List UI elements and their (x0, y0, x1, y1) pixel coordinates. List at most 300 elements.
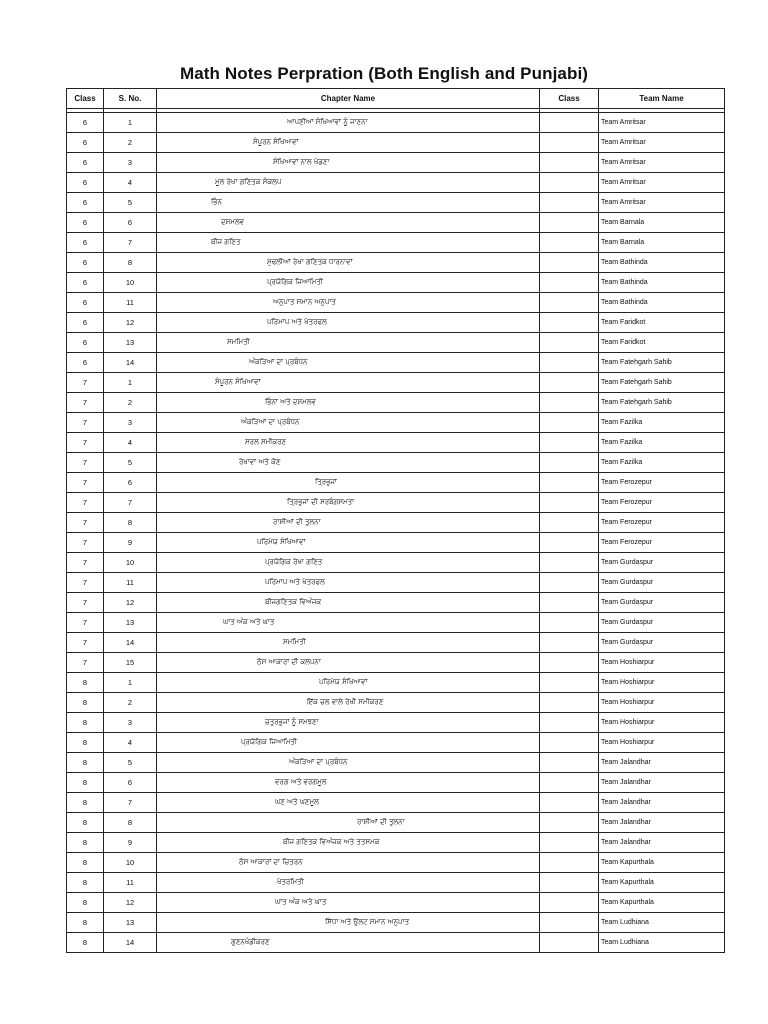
chapter-name-text: ਬੀਜਗਣਿਤਕ ਵਿਅੰਜਕ (265, 598, 322, 606)
chapter-name-text: ਇੱਕ ਚਲ ਵਾਲੇ ਰੇਖੀ ਸਮੀਕਰਣ (307, 698, 384, 706)
sno-cell: 7 (104, 233, 157, 253)
sno-cell: 6 (104, 473, 157, 493)
class-cell: 7 (67, 573, 104, 593)
class-2-cell (540, 893, 599, 913)
class-2-cell (540, 273, 599, 293)
class-cell: 8 (67, 693, 104, 713)
sno-cell: 3 (104, 153, 157, 173)
table-row (67, 173, 725, 193)
team-name-cell: Team Gurdaspur (599, 573, 725, 593)
class-2-cell (540, 433, 599, 453)
chapter-name-cell (157, 793, 540, 813)
team-name-cell: Team Faridkot (599, 333, 725, 353)
class-cell: 7 (67, 453, 104, 473)
team-name-cell: Team Jalandhar (599, 753, 725, 773)
team-name-cell: Team Jalandhar (599, 833, 725, 853)
class-2-cell (540, 513, 599, 533)
chapter-name-cell (157, 373, 540, 393)
chapter-name-cell (157, 353, 540, 373)
team-name-cell: Team Hoshiarpur (599, 653, 725, 673)
sno-cell: 9 (104, 833, 157, 853)
class-cell: 6 (67, 153, 104, 173)
chapter-name-cell (157, 113, 540, 133)
chapters-table (66, 88, 725, 953)
team-name-cell: Team Amritsar (599, 173, 725, 193)
class-2-cell (540, 173, 599, 193)
class-cell: 6 (67, 213, 104, 233)
chapter-name-text: ਘਾਤ ਅੰਕ ਅਤੇ ਘਾਤ (275, 898, 327, 906)
chapter-name-text: ਦਸ਼ਮਲਵ (221, 218, 245, 226)
table-row (67, 113, 725, 133)
team-name-cell: Team Ludhiana (599, 913, 725, 933)
class-2-cell (540, 573, 599, 593)
table-row (67, 233, 725, 253)
sno-cell: 15 (104, 653, 157, 673)
sno-cell: 8 (104, 813, 157, 833)
sno-cell: 10 (104, 553, 157, 573)
chapter-name-text: ਮੁੱਢਲੀਆਂ ਰੇਖਾ ਗਣਿਤਕ ਧਾਰਨਾਵਾਂ (267, 258, 353, 266)
header-chapter-name: Chapter Name (157, 89, 540, 109)
table-row (67, 313, 725, 333)
class-2-cell (540, 633, 599, 653)
class-cell: 6 (67, 273, 104, 293)
chapter-name-text: ਪ੍ਰਯੋਗਿਕ ਜਿਆਮਿਤੀ (267, 278, 324, 286)
table-row (67, 713, 725, 733)
class-cell: 6 (67, 253, 104, 273)
table-row (67, 873, 725, 893)
team-name-cell: Team Faridkot (599, 313, 725, 333)
chapter-name-text: ਸੰਪੂਰਨ ਸੰਖਿਆਵਾਂ (253, 138, 299, 146)
class-cell: 8 (67, 933, 104, 953)
class-cell: 8 (67, 873, 104, 893)
chapter-name-text: ਪਰਿਮਾਪ ਅਤੇ ਖੇਤਰਫਲ (265, 578, 325, 586)
class-cell: 8 (67, 733, 104, 753)
chapter-name-text: ਅੰਕੜਿਆਂ ਦਾ ਪ੍ਰਬੰਧਨ (241, 418, 300, 426)
sno-cell: 9 (104, 533, 157, 553)
class-2-cell (540, 813, 599, 833)
table-row (67, 553, 725, 573)
chapter-name-cell (157, 633, 540, 653)
chapter-name-text: ਭਿੰਨਾਂ ਅਤੇ ਦਸ਼ਮਲਵ (265, 398, 316, 406)
table-row (67, 613, 725, 633)
chapter-name-text: ਤ੍ਰਿਭੁਜਾਂ (315, 478, 337, 486)
class-cell: 7 (67, 393, 104, 413)
team-name-cell: Team Jalandhar (599, 773, 725, 793)
class-cell: 6 (67, 353, 104, 373)
chapter-name-text: ਸੰਖਿਆਵਾਂ ਨਾਲ ਖੇਡਣਾ (273, 158, 330, 166)
sno-cell: 2 (104, 133, 157, 153)
chapter-name-text: ਪਰਿਮਾਪ ਅਤੇ ਖੇਤਰਫਲ (267, 318, 327, 326)
class-2-cell (540, 133, 599, 153)
table-row (67, 733, 725, 753)
sno-cell: 2 (104, 693, 157, 713)
sno-cell: 14 (104, 633, 157, 653)
class-cell: 7 (67, 473, 104, 493)
sno-cell: 10 (104, 853, 157, 873)
table-row (67, 673, 725, 693)
team-name-cell: Team Ferozepur (599, 473, 725, 493)
table-row (67, 153, 725, 173)
sno-cell: 4 (104, 173, 157, 193)
table-row (67, 893, 725, 913)
chapter-name-cell (157, 133, 540, 153)
class-2-cell (540, 773, 599, 793)
class-2-cell (540, 333, 599, 353)
class-cell: 8 (67, 913, 104, 933)
chapter-name-cell (157, 653, 540, 673)
sno-cell: 2 (104, 393, 157, 413)
table-row (67, 933, 725, 953)
class-cell: 8 (67, 793, 104, 813)
chapter-name-cell (157, 613, 540, 633)
table-row (67, 133, 725, 153)
chapter-name-cell (157, 713, 540, 733)
team-name-cell: Team Fatehgarh Sahib (599, 393, 725, 413)
chapter-name-cell (157, 573, 540, 593)
chapter-name-cell (157, 153, 540, 173)
team-name-cell: Team Barnala (599, 213, 725, 233)
header-sno: S. No. (104, 89, 157, 109)
class-2-cell (540, 873, 599, 893)
class-cell: 7 (67, 613, 104, 633)
sno-cell: 14 (104, 353, 157, 373)
team-name-cell: Team Ferozepur (599, 493, 725, 513)
chapter-name-text: ਗੁਣਨਖੰਡੀਕਰਣ (231, 938, 270, 946)
class-cell: 7 (67, 593, 104, 613)
class-2-cell (540, 153, 599, 173)
table-row (67, 793, 725, 813)
class-cell: 6 (67, 193, 104, 213)
class-cell: 7 (67, 653, 104, 673)
chapter-name-text: ਚਤੁਰਭੁਜਾਂ ਨੂੰ ਸਮਝਣਾ (265, 718, 319, 726)
chapter-name-cell (157, 253, 540, 273)
chapter-name-text: ਮੂਲ ਰੇਖਾ ਗਣਿਤਕ ਸੰਕਲਪ (215, 178, 282, 186)
sno-cell: 10 (104, 273, 157, 293)
sno-cell: 7 (104, 493, 157, 513)
table-row (67, 773, 725, 793)
table-row (67, 633, 725, 653)
class-cell: 8 (67, 833, 104, 853)
table-row (67, 273, 725, 293)
team-name-cell: Team Hoshiarpur (599, 693, 725, 713)
class-cell: 8 (67, 773, 104, 793)
sno-cell: 4 (104, 733, 157, 753)
table-row (67, 413, 725, 433)
class-2-cell (540, 693, 599, 713)
chapter-name-cell (157, 933, 540, 953)
chapter-name-text: ਪ੍ਰਯੋਗਿਕ ਜਿਆਮਿਤੀ (241, 738, 298, 746)
chapter-name-text: ਸਿੱਧਾ ਅਤੇ ਉਲਟ ਸਮਾਨ ਅਨੁਪਾਤ (325, 918, 410, 926)
class-2-cell (540, 113, 599, 133)
class-cell: 7 (67, 373, 104, 393)
class-cell: 7 (67, 553, 104, 573)
chapter-name-cell (157, 673, 540, 693)
chapter-name-text: ਖੇਤਰਮਿਤੀ (277, 878, 304, 886)
class-cell: 7 (67, 433, 104, 453)
chapter-name-cell (157, 913, 540, 933)
chapter-name-text: ਰਾਸ਼ੀਆਂ ਦੀ ਤੁਲਨਾ (357, 818, 405, 826)
class-2-cell (540, 233, 599, 253)
table-row (67, 353, 725, 373)
sno-cell: 11 (104, 293, 157, 313)
chapter-name-text: ਅੰਕੜਿਆਂ ਦਾ ਪ੍ਰਬੰਧਨ (289, 758, 348, 766)
header-row (67, 89, 725, 109)
sno-cell: 12 (104, 593, 157, 613)
sno-cell: 5 (104, 193, 157, 213)
chapter-name-text: ਰੇਖਾਵਾਂ ਅਤੇ ਕੋਣ (239, 458, 281, 466)
table-row (67, 213, 725, 233)
table-row (67, 533, 725, 553)
team-name-cell: Team Fazilka (599, 413, 725, 433)
chapter-name-text: ਸਮਮਿਤੀ (283, 638, 306, 646)
chapter-name-cell (157, 533, 540, 553)
chapter-name-cell (157, 473, 540, 493)
table-row (67, 193, 725, 213)
table-row (67, 253, 725, 273)
sno-cell: 3 (104, 713, 157, 733)
team-name-cell: Team Jalandhar (599, 813, 725, 833)
class-2-cell (540, 933, 599, 953)
chapter-name-text: ਆਪਣੀਆਂ ਸੰਖਿਆਵਾਂ ਨੂੰ ਜਾਣਨਾ (287, 118, 368, 126)
sno-cell: 13 (104, 613, 157, 633)
class-cell: 8 (67, 713, 104, 733)
class-2-cell (540, 553, 599, 573)
table-row (67, 853, 725, 873)
class-2-cell (540, 213, 599, 233)
class-2-cell (540, 613, 599, 633)
team-name-cell: Team Fazilka (599, 453, 725, 473)
chapter-name-text: ਪਰਿਮੇਯ ਸੰਖਿਆਵਾਂ (319, 678, 368, 686)
chapter-name-cell (157, 693, 540, 713)
chapter-name-cell (157, 593, 540, 613)
class-2-cell (540, 293, 599, 313)
class-2-cell (540, 853, 599, 873)
table-row (67, 433, 725, 453)
sno-cell: 3 (104, 413, 157, 433)
class-2-cell (540, 453, 599, 473)
chapter-name-cell (157, 273, 540, 293)
chapter-name-cell (157, 773, 540, 793)
table-row (67, 373, 725, 393)
table-row (67, 913, 725, 933)
chapter-name-cell (157, 413, 540, 433)
team-name-cell: Team Kapurthala (599, 853, 725, 873)
chapter-name-cell (157, 893, 540, 913)
chapter-name-text: ਬੀਜ ਗਣਿਤਕ ਵਿਅੰਜਕ ਅਤੇ ਤਤਸਮਕ (283, 838, 380, 846)
class-cell: 6 (67, 233, 104, 253)
sno-cell: 6 (104, 213, 157, 233)
sno-cell: 12 (104, 893, 157, 913)
team-name-cell: Team Gurdaspur (599, 553, 725, 573)
team-name-cell: Team Hoshiarpur (599, 713, 725, 733)
header-class: Class (67, 89, 104, 109)
class-cell: 6 (67, 333, 104, 353)
team-name-cell: Team Gurdaspur (599, 633, 725, 653)
team-name-cell: Team Bathinda (599, 273, 725, 293)
chapter-name-text: ਸਰਲ ਸਮੀਕਰਣ (245, 438, 287, 446)
sno-cell: 8 (104, 253, 157, 273)
chapter-name-cell (157, 293, 540, 313)
table-row (67, 653, 725, 673)
chapter-name-cell (157, 733, 540, 753)
header-team-name: Team Name (599, 89, 725, 109)
chapter-name-text: ਤ੍ਰਿਭੁਜਾਂ ਦੀ ਸਰਬੰਗਸਮਤਾ (287, 498, 355, 506)
sno-cell: 6 (104, 773, 157, 793)
class-2-cell (540, 713, 599, 733)
class-cell: 8 (67, 673, 104, 693)
sno-cell: 13 (104, 913, 157, 933)
team-name-cell: Team Fazilka (599, 433, 725, 453)
table-row (67, 833, 725, 853)
table-row (67, 513, 725, 533)
class-2-cell (540, 473, 599, 493)
class-2-cell (540, 673, 599, 693)
table-row (67, 813, 725, 833)
class-2-cell (540, 493, 599, 513)
sno-cell: 14 (104, 933, 157, 953)
chapter-name-cell (157, 213, 540, 233)
class-2-cell (540, 413, 599, 433)
chapter-name-cell (157, 333, 540, 353)
sno-cell: 11 (104, 873, 157, 893)
chapter-name-text: ਪ੍ਰਯੋਗਿਕ ਰੇਖਾ ਗਣਿਤ (265, 558, 323, 566)
chapter-name-cell (157, 233, 540, 253)
chapter-name-text: ਸਮਮਿਤੀ (227, 338, 250, 346)
sno-cell: 1 (104, 113, 157, 133)
table-row (67, 593, 725, 613)
class-2-cell (540, 753, 599, 773)
chapter-name-text: ਵਰਗ ਅਤੇ ਵਰਗਮੂਲ (275, 778, 327, 786)
sno-cell: 5 (104, 453, 157, 473)
chapter-name-cell (157, 833, 540, 853)
chapter-name-text: ਪਰਿਮੇਯ ਸੰਖਿਆਵਾਂ (257, 538, 306, 546)
table-row (67, 293, 725, 313)
chapter-name-cell (157, 173, 540, 193)
chapter-name-text: ਬੀਜ ਗਣਿਤ (211, 238, 241, 246)
team-name-cell: Team Ludhiana (599, 933, 725, 953)
class-2-cell (540, 313, 599, 333)
chapter-name-text: ਰਾਸ਼ੀਆਂ ਦੀ ਤੁਲਨਾ (273, 518, 321, 526)
class-cell: 6 (67, 313, 104, 333)
chapter-name-cell (157, 313, 540, 333)
class-2-cell (540, 533, 599, 553)
chapter-name-text: ਠੋਸ ਆਕਾਰਾਂ ਦਾ ਚਿਤਰਨ (239, 858, 303, 866)
class-cell: 6 (67, 133, 104, 153)
chapter-name-cell (157, 513, 540, 533)
table-row (67, 753, 725, 773)
team-name-cell: Team Fatehgarh Sahib (599, 353, 725, 373)
chapter-name-cell (157, 813, 540, 833)
table-row (67, 573, 725, 593)
chapter-name-text: ਅਨੁਪਾਤ ਸਮਾਨ ਅਨੁਪਾਤ (273, 298, 336, 306)
class-cell: 6 (67, 293, 104, 313)
sno-cell: 4 (104, 433, 157, 453)
team-name-cell: Team Amritsar (599, 133, 725, 153)
team-name-cell: Team Bathinda (599, 253, 725, 273)
table-row (67, 473, 725, 493)
class-cell: 8 (67, 813, 104, 833)
team-name-cell: Team Gurdaspur (599, 593, 725, 613)
team-name-cell: Team Ferozepur (599, 513, 725, 533)
team-name-cell: Team Amritsar (599, 153, 725, 173)
team-name-cell: Team Kapurthala (599, 873, 725, 893)
sno-cell: 7 (104, 793, 157, 813)
team-name-cell: Team Fatehgarh Sahib (599, 373, 725, 393)
chapter-name-text: ਅੰਕੜਿਆਂ ਦਾ ਪ੍ਰਬੰਧਨ (249, 358, 308, 366)
class-2-cell (540, 393, 599, 413)
chapter-name-text: ਭਿੰਨ (211, 198, 222, 206)
class-cell: 7 (67, 633, 104, 653)
team-name-cell: Team Ferozepur (599, 533, 725, 553)
chapter-name-cell (157, 193, 540, 213)
class-cell: 7 (67, 513, 104, 533)
chapter-name-cell (157, 433, 540, 453)
chapter-name-cell (157, 553, 540, 573)
chapter-name-cell (157, 393, 540, 413)
chapter-name-text: ਘਾਤ ਅੰਕ ਅਤੇ ਘਾਤ (223, 618, 275, 626)
team-name-cell: Team Amritsar (599, 193, 725, 213)
chapter-name-cell (157, 493, 540, 513)
team-name-cell: Team Hoshiarpur (599, 733, 725, 753)
sno-cell: 5 (104, 753, 157, 773)
sno-cell: 1 (104, 373, 157, 393)
table-row (67, 453, 725, 473)
class-2-cell (540, 653, 599, 673)
team-name-cell: Team Barnala (599, 233, 725, 253)
class-2-cell (540, 833, 599, 853)
class-2-cell (540, 733, 599, 753)
table-row (67, 393, 725, 413)
sno-cell: 8 (104, 513, 157, 533)
class-cell: 8 (67, 853, 104, 873)
class-2-cell (540, 913, 599, 933)
chapter-name-cell (157, 453, 540, 473)
class-cell: 8 (67, 753, 104, 773)
class-cell: 6 (67, 113, 104, 133)
class-2-cell (540, 353, 599, 373)
class-2-cell (540, 193, 599, 213)
class-2-cell (540, 593, 599, 613)
chapter-name-cell (157, 853, 540, 873)
sno-cell: 11 (104, 573, 157, 593)
header-class-2: Class (540, 89, 599, 109)
team-name-cell: Team Amritsar (599, 113, 725, 133)
class-2-cell (540, 373, 599, 393)
table-row (67, 493, 725, 513)
chapter-name-text: ਠੋਸ ਆਕਾਰਾਂ ਦੀ ਕਲਪਨਾ (257, 658, 321, 666)
team-name-cell: Team Hoshiarpur (599, 673, 725, 693)
class-cell: 8 (67, 893, 104, 913)
sno-cell: 1 (104, 673, 157, 693)
sno-cell: 13 (104, 333, 157, 353)
class-cell: 7 (67, 413, 104, 433)
page-title: Math Notes Perpration (Both English and Punjabi) (179, 64, 589, 83)
class-cell: 7 (67, 493, 104, 513)
chapter-name-cell (157, 873, 540, 893)
team-name-cell: Team Kapurthala (599, 893, 725, 913)
table-row (67, 333, 725, 353)
class-cell: 7 (67, 533, 104, 553)
chapter-name-text: ਘਣ ਅਤੇ ਘਣਮੂਲ (275, 798, 319, 806)
chapter-name-cell (157, 753, 540, 773)
team-name-cell: Team Bathinda (599, 293, 725, 313)
class-2-cell (540, 793, 599, 813)
team-name-cell: Team Jalandhar (599, 793, 725, 813)
team-name-cell: Team Gurdaspur (599, 613, 725, 633)
class-2-cell (540, 253, 599, 273)
sno-cell: 12 (104, 313, 157, 333)
chapter-name-text: ਸੰਪੂਰਨ ਸੰਖਿਆਵਾਂ (215, 378, 261, 386)
